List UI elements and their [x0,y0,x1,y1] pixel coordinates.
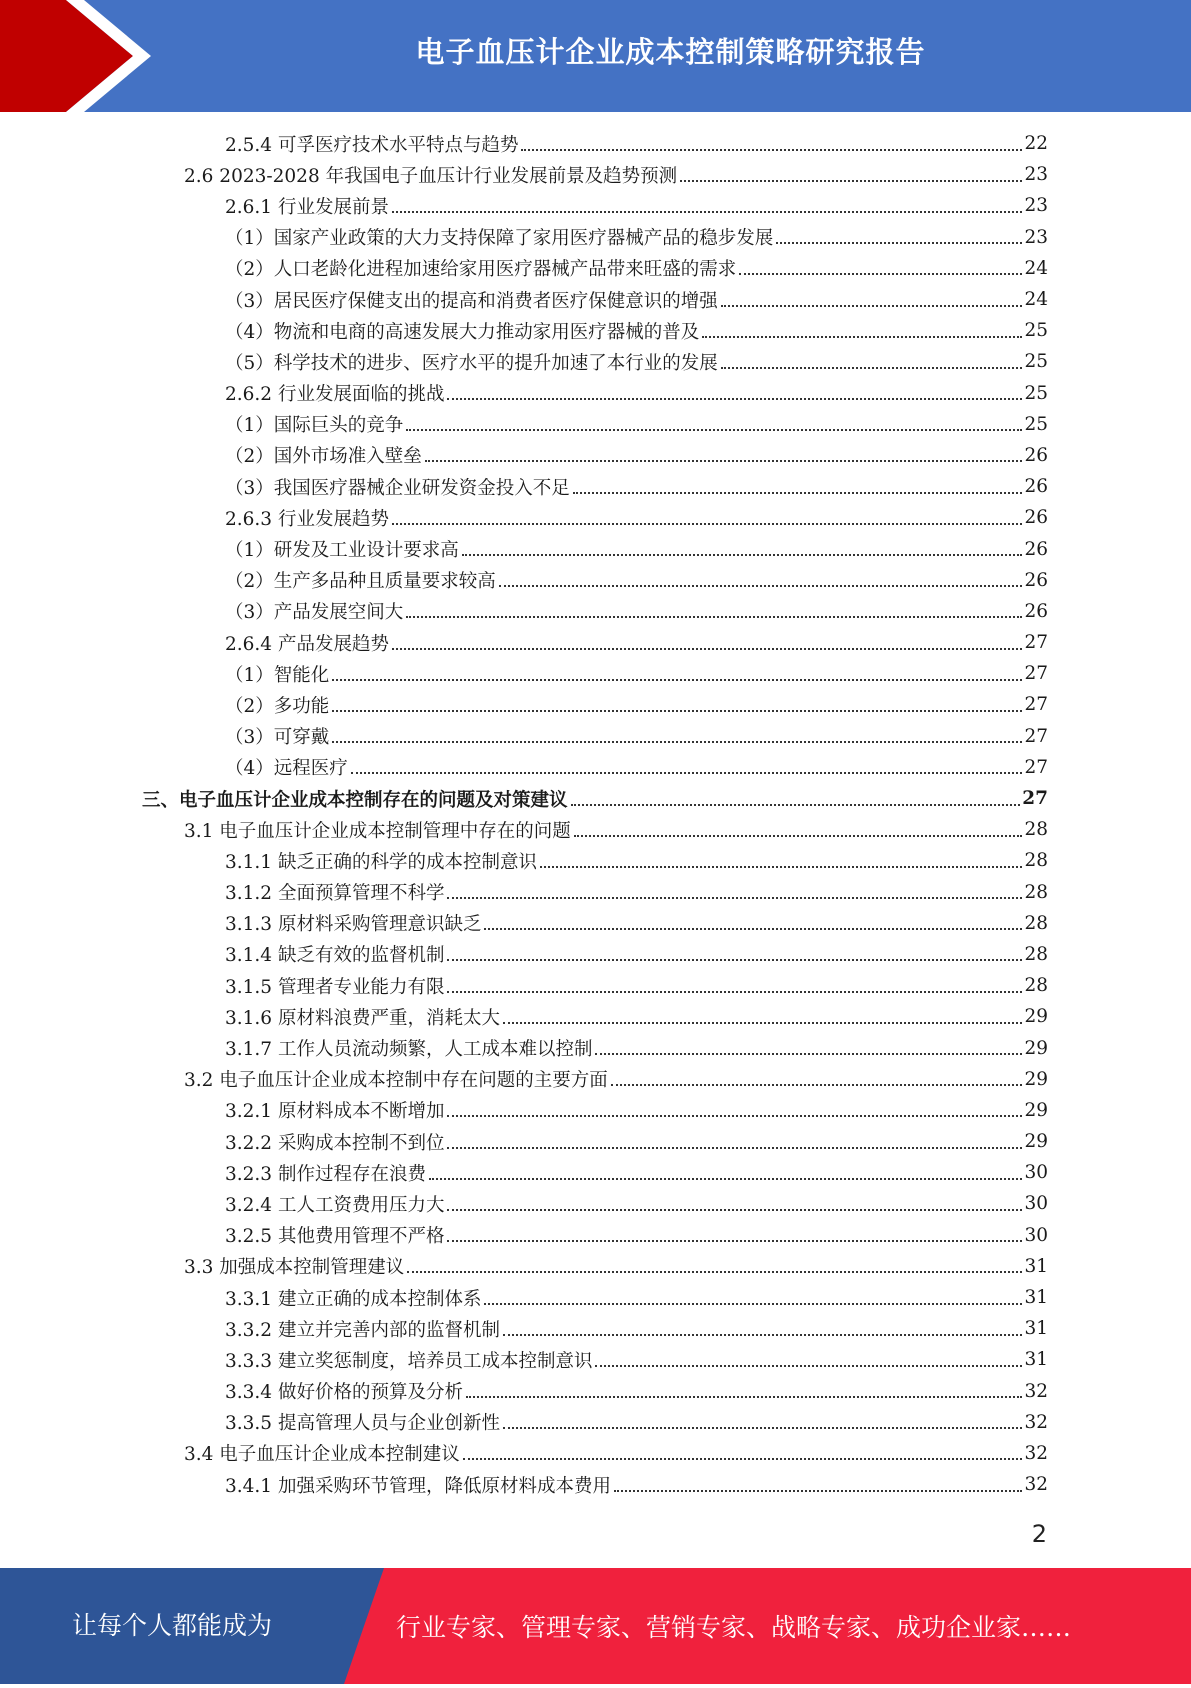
toc-entry-page: 27 [1024,694,1048,716]
toc-entry-title: 2.6.2 行业发展面临的挑战 [225,384,445,406]
toc-entry-title: 3.1.6 原材料浪费严重，消耗太大 [225,1007,500,1029]
toc-entry[interactable] [184,1251,1048,1282]
toc-dot-leader [614,1490,1022,1492]
toc-dot-leader [462,554,1023,556]
toc-entry[interactable] [225,1376,1048,1407]
toc-entry[interactable] [225,908,1048,939]
toc-entry-title: 3.1.3 原材料采购管理意识缺乏 [225,914,482,936]
toc-entry[interactable] [184,1438,1048,1469]
toc-dot-leader [406,616,1022,618]
toc-entry-title: （3）可穿戴 [225,727,330,749]
toc-entry-page: 24 [1024,257,1048,279]
toc-entry-page: 28 [1024,943,1048,965]
toc-dot-leader [332,679,1022,681]
toc-dot-leader [573,492,1023,494]
toc-dot-leader [447,897,1022,899]
toc-entry-title: 3.2.5 其他费用管理不严格 [225,1226,445,1248]
toc-entry-page: 29 [1024,1006,1048,1028]
toc-entry[interactable] [142,783,1048,814]
toc-entry-page: 27 [1024,632,1048,654]
toc-dot-leader [406,429,1022,431]
toc-dot-leader [447,1240,1022,1242]
toc-entry[interactable] [225,253,1048,284]
toc-entry[interactable] [225,1469,1048,1500]
toc-dot-leader [484,1303,1022,1305]
toc-dot-leader [466,1396,1022,1398]
toc-entry[interactable] [225,1407,1048,1438]
toc-entry[interactable] [225,315,1048,346]
toc-entry-title: 3.2.3 制作过程存在浪费 [225,1163,426,1185]
toc-dot-leader [721,305,1023,307]
toc-entry[interactable] [225,128,1048,159]
toc-entry-page: 26 [1024,569,1048,591]
toc-entry-page: 26 [1024,476,1048,498]
toc-entry[interactable] [225,440,1048,471]
toc-entry-title: （3）产品发展空间大 [225,602,404,624]
toc-entry-page: 30 [1024,1193,1048,1215]
toc-entry[interactable] [225,752,1048,783]
toc-entry-title: 2.6 2023-2028 年我国电子血压计行业发展前景及趋势预测 [184,165,678,187]
toc-entry-page: 28 [1024,912,1048,934]
toc-dot-leader [392,211,1022,213]
toc-entry-page: 23 [1024,226,1048,248]
toc-dot-leader [776,242,1022,244]
toc-entry-title: 3.3.1 建立正确的成本控制体系 [225,1288,482,1310]
toc-entry[interactable] [225,1001,1048,1032]
toc-entry-title: 3.3 加强成本控制管理建议 [184,1257,405,1279]
header-banner [0,0,1191,112]
toc-entry-title: 3.2 电子血压计企业成本控制中存在问题的主要方面 [184,1070,608,1092]
toc-dot-leader [680,180,1022,182]
toc-entry[interactable] [225,1157,1048,1188]
toc-entry[interactable] [225,284,1048,315]
toc-entry[interactable] [225,1126,1048,1157]
toc-entry[interactable] [225,721,1048,752]
toc-entry[interactable] [225,1220,1048,1251]
toc-entry-page: 27 [1024,663,1048,685]
toc-dot-leader [447,398,1022,400]
toc-entry-page: 32 [1024,1380,1048,1402]
toc-entry[interactable] [225,658,1048,689]
toc-entry-title: 3.3.4 做好价格的预算及分析 [225,1382,463,1404]
toc-entry-page: 29 [1024,1099,1048,1121]
footer-slogan-left: 让每个人都能成为 [71,1611,272,1640]
toc-entry-page: 30 [1024,1224,1048,1246]
toc-entry-title: 3.2.1 原材料成本不断增加 [225,1101,445,1123]
toc-entry-title: （2）多功能 [225,695,330,717]
toc-entry[interactable] [184,159,1048,190]
toc-entry[interactable] [225,565,1048,596]
toc-entry-title: （4）物流和电商的高速发展大力推动家用医疗器械的普及 [225,321,700,343]
toc-entry-page: 26 [1024,600,1048,622]
toc-entry[interactable] [225,596,1048,627]
toc-entry-page: 28 [1024,881,1048,903]
toc-entry-page: 29 [1024,1037,1048,1059]
toc-entry-page: 31 [1024,1255,1048,1277]
toc-entry-page: 23 [1024,164,1048,186]
toc-entry-page: 25 [1024,320,1048,342]
toc-entry-title: 3.1.7 工作人员流动频繁，人工成本难以控制 [225,1039,593,1061]
toc-dot-leader [392,523,1022,525]
toc-entry-title: 3.2.2 采购成本控制不到位 [225,1132,445,1154]
toc-entry-title: （1）国家产业政策的大力支持保障了家用医疗器械产品的稳步发展 [225,228,774,250]
toc-entry-title: （4）远程医疗 [225,758,348,780]
toc-entry-title: （1）研发及工业设计要求高 [225,540,459,562]
toc-dot-leader [721,367,1023,369]
toc-dot-leader [332,710,1022,712]
toc-entry-title: （3）居民医疗保健支出的提高和消费者医疗保健意识的增强 [225,290,718,312]
toc-entry-title: 2.5.4 可孚医疗技术水平特点与趋势 [225,134,519,156]
toc-dot-leader [503,1427,1022,1429]
toc-dot-leader [332,741,1022,743]
toc-entry[interactable] [225,222,1048,253]
toc-entry-title: 3.1 电子血压计企业成本控制管理中存在的问题 [184,820,571,842]
toc-entry[interactable] [225,627,1048,658]
toc-entry-page: 32 [1024,1474,1048,1496]
toc-entry[interactable] [225,1095,1048,1126]
toc-dot-leader [521,149,1022,151]
toc-entry-title: （3）我国医疗器械企业研发资金投入不足 [225,477,570,499]
toc-entry[interactable] [225,378,1048,409]
toc-dot-leader [429,1178,1022,1180]
toc-dot-leader [484,928,1022,930]
toc-entry[interactable] [225,502,1048,533]
toc-entry-page: 22 [1024,133,1048,155]
toc-dot-leader [702,336,1022,338]
toc-dot-leader [447,991,1022,993]
toc-entry-title: （5）科学技术的进步、医疗水平的提升加速了本行业的发展 [225,352,718,374]
toc-entry-page: 28 [1024,819,1048,841]
toc-entry-title: （1）智能化 [225,664,330,686]
table-of-contents [0,128,1191,1500]
toc-dot-leader [463,1458,1023,1460]
toc-entry[interactable] [225,877,1048,908]
toc-dot-leader [447,1147,1022,1149]
toc-dot-leader [503,1334,1022,1336]
toc-entry-title: 三、电子血压计企业成本控制存在的问题及对策建议 [142,789,568,811]
toc-entry[interactable] [225,409,1048,440]
toc-entry-title: 3.1.1 缺乏正确的科学的成本控制意识 [225,851,537,873]
toc-entry-page: 31 [1024,1287,1048,1309]
toc-entry-title: 2.6.3 行业发展趋势 [225,508,389,530]
toc-entry[interactable] [225,533,1048,564]
toc-entry[interactable] [184,1064,1048,1095]
toc-dot-leader [611,1084,1023,1086]
toc-entry-page: 29 [1024,1068,1048,1090]
toc-entry-page: 27 [1024,756,1048,778]
toc-entry[interactable] [225,1344,1048,1375]
toc-entry-page: 26 [1024,444,1048,466]
toc-entry[interactable] [225,939,1048,970]
toc-entry[interactable] [225,689,1048,720]
toc-dot-leader [540,866,1022,868]
toc-entry[interactable] [225,346,1048,377]
toc-entry-title: 3.3.5 提高管理人员与企业创新性 [225,1413,500,1435]
toc-entry-title: 3.1.5 管理者专业能力有限 [225,976,445,998]
toc-entry-title: （2）生产多品种且质量要求较高 [225,571,496,593]
toc-entry-page: 25 [1024,413,1048,435]
toc-entry-page: 26 [1024,538,1048,560]
toc-entry-page: 31 [1024,1318,1048,1340]
toc-entry[interactable] [225,1032,1048,1063]
toc-dot-leader [503,1022,1022,1024]
toc-entry-page: 28 [1024,850,1048,872]
toc-dot-leader [574,835,1023,837]
toc-entry-page: 30 [1024,1162,1048,1184]
toc-dot-leader [595,1365,1022,1367]
toc-entry-page: 27 [1024,725,1048,747]
toc-dot-leader [407,1271,1022,1273]
toc-entry-title: （2）人口老龄化进程加速给家用医疗器械产品带来旺盛的需求 [225,259,737,281]
toc-entry-title: 2.6.1 行业发展前景 [225,196,389,218]
toc-dot-leader [595,1053,1022,1055]
toc-entry-title: （1）国际巨头的竞争 [225,415,404,437]
toc-entry-title: 3.1.2 全面预算管理不科学 [225,883,445,905]
toc-entry-page: 25 [1024,382,1048,404]
toc-entry-page: 29 [1024,1131,1048,1153]
toc-dot-leader [392,648,1022,650]
footer-slogan-right: 行业专家、管理专家、营销专家、战略专家、成功企业家…… [396,1613,1072,1642]
toc-entry-title: 2.6.4 产品发展趋势 [225,633,389,655]
toc-dot-leader [447,959,1022,961]
toc-dot-leader [571,804,1021,806]
toc-entry[interactable] [225,1188,1048,1219]
toc-entry-page: 25 [1024,351,1048,373]
toc-entry-page: 27 [1022,788,1048,810]
toc-entry[interactable] [225,970,1048,1001]
toc-dot-leader [447,1209,1022,1211]
report-title: 电子血压计企业成本控制策略研究报告 [415,35,926,69]
toc-entry-page: 23 [1024,195,1048,217]
toc-entry[interactable] [225,845,1048,876]
toc-entry-page: 24 [1024,289,1048,311]
toc-entry-page: 32 [1024,1411,1048,1433]
toc-entry[interactable] [225,471,1048,502]
toc-entry-title: 3.3.2 建立并完善内部的监督机制 [225,1319,500,1341]
toc-entry[interactable] [225,1282,1048,1313]
toc-entry-title: 3.4 电子血压计企业成本控制建议 [184,1444,460,1466]
toc-entry-title: 3.3.3 建立奖惩制度，培养员工成本控制意识 [225,1350,593,1372]
toc-entry-page: 31 [1024,1349,1048,1371]
toc-entry[interactable] [184,814,1048,845]
toc-entry-title: 3.2.4 工人工资费用压力大 [225,1194,445,1216]
toc-dot-leader [739,273,1022,275]
footer-banner [0,1568,1191,1684]
toc-entry-title: 3.1.4 缺乏有效的监督机制 [225,945,445,967]
toc-entry[interactable] [225,190,1048,221]
toc-entry[interactable] [225,1313,1048,1344]
toc-entry-title: 3.4.1 加强采购环节管理，降低原材料成本费用 [225,1475,611,1497]
toc-entry-title: （2）国外市场准入壁垒 [225,446,422,468]
toc-dot-leader [425,460,1023,462]
toc-dot-leader [351,772,1023,774]
toc-entry-page: 26 [1024,507,1048,529]
page-number: 2 [1031,1520,1047,1548]
toc-dot-leader [499,585,1023,587]
toc-entry-page: 32 [1024,1442,1048,1464]
toc-entry-page: 28 [1024,975,1048,997]
toc-dot-leader [447,1115,1022,1117]
